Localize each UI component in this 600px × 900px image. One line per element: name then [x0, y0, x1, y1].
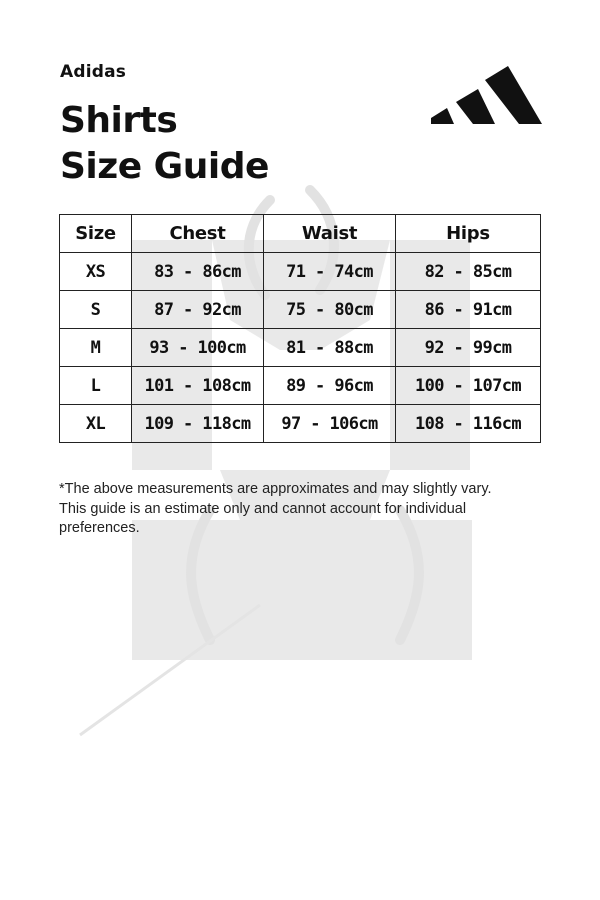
cell-waist: 89 - 96cm [264, 367, 396, 405]
cell-waist: 71 - 74cm [264, 253, 396, 291]
cell-waist: 97 - 106cm [264, 405, 396, 443]
title-line-2: Size Guide [60, 146, 269, 187]
size-table [59, 214, 541, 443]
cell-size: L [60, 367, 132, 405]
table-row [60, 405, 541, 443]
cell-size: XS [60, 253, 132, 291]
cell-size: XL [60, 405, 132, 443]
note-line-1: *The above measurements are approximates and may slightly vary. [59, 481, 492, 497]
disclaimer-note [59, 480, 529, 539]
cell-chest: 93 - 100cm [132, 329, 264, 367]
cell-chest: 109 - 118cm [132, 405, 264, 443]
table-row [60, 329, 541, 367]
table-row [60, 367, 541, 405]
page-title [60, 98, 269, 190]
adidas-logo-icon [428, 58, 544, 128]
header-chest: Chest [132, 215, 264, 253]
cell-size: M [60, 329, 132, 367]
table-row [60, 291, 541, 329]
cell-chest: 101 - 108cm [132, 367, 264, 405]
cell-hips: 82 - 85cm [396, 253, 541, 291]
note-line-2: This guide is an estimate only and cannot account for individual [59, 500, 467, 517]
brand-name: Adidas [60, 62, 127, 82]
title-line-1: Shirts [60, 100, 178, 141]
cell-hips: 86 - 91cm [396, 291, 541, 329]
note-line-3: preferences. [59, 520, 140, 536]
cell-waist: 81 - 88cm [264, 329, 396, 367]
cell-hips: 108 - 116cm [396, 405, 541, 443]
cell-waist: 75 - 80cm [264, 291, 396, 329]
table-header-row [60, 215, 541, 253]
cell-size: S [60, 291, 132, 329]
header-hips: Hips [396, 215, 541, 253]
cell-hips: 92 - 99cm [396, 329, 541, 367]
cell-hips: 100 - 107cm [396, 367, 541, 405]
table-row [60, 253, 541, 291]
header-waist: Waist [264, 215, 396, 253]
cell-chest: 87 - 92cm [132, 291, 264, 329]
cell-chest: 83 - 86cm [132, 253, 264, 291]
header-size: Size [60, 215, 132, 253]
